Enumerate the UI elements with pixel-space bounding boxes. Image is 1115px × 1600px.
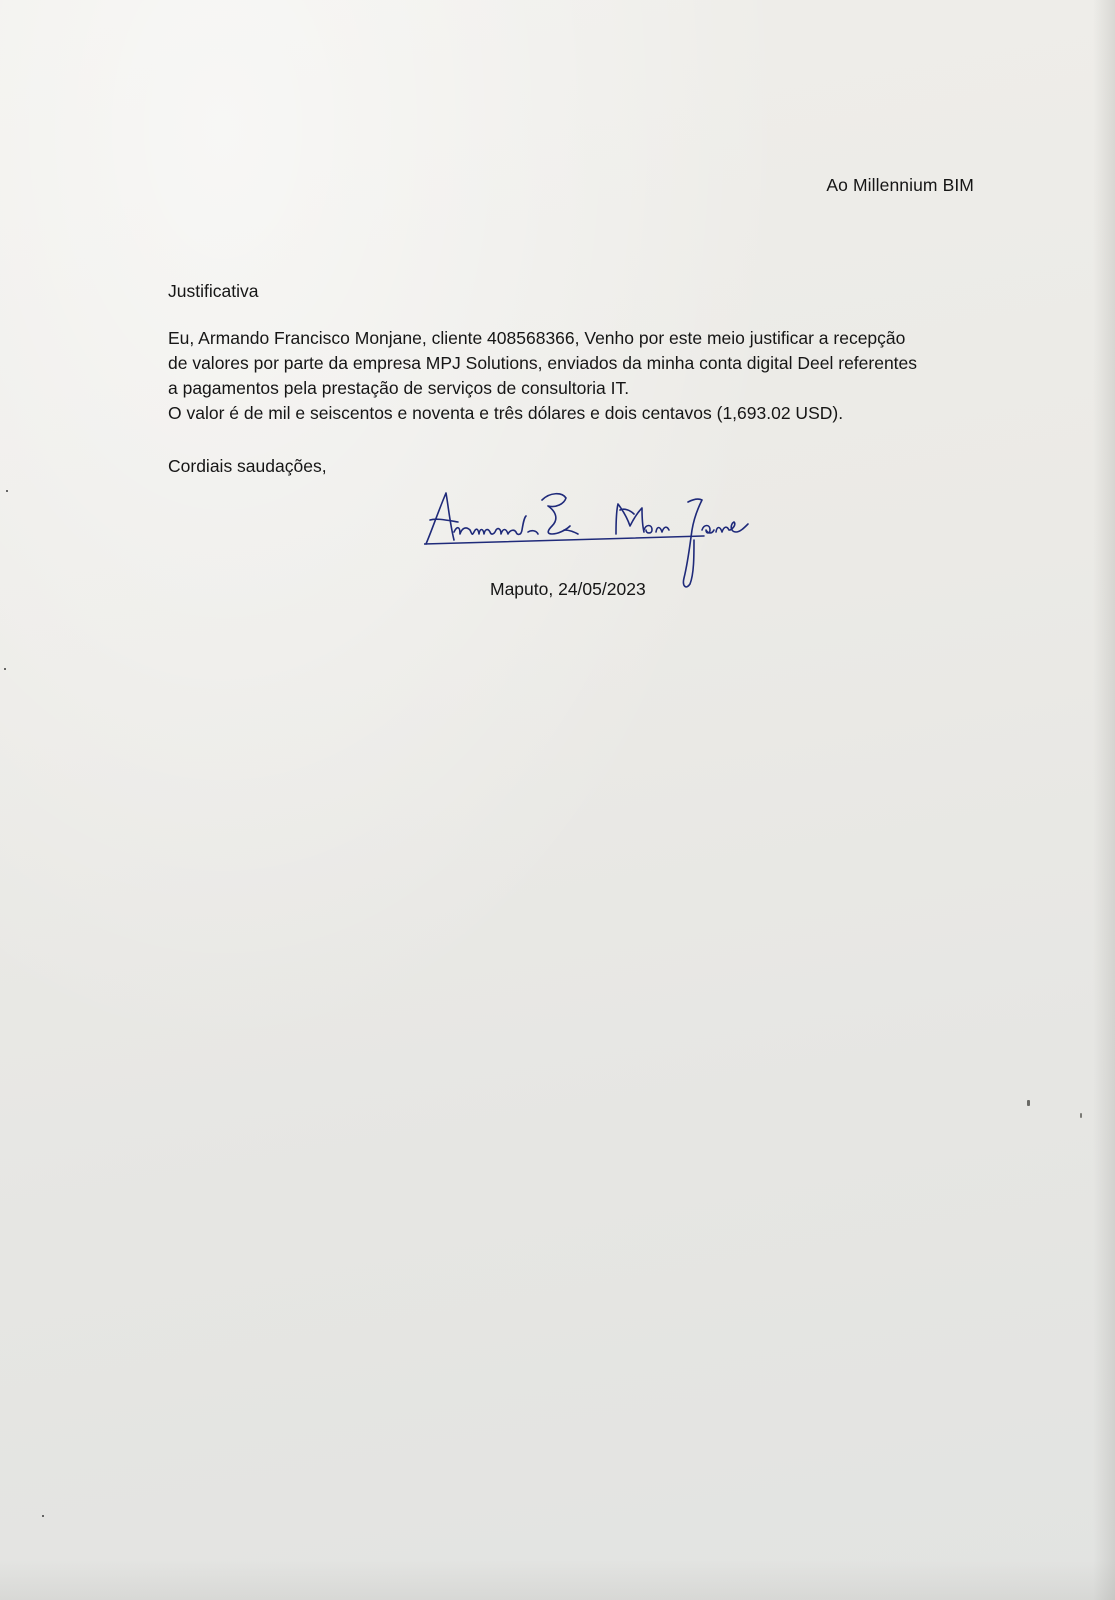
paper-speck	[1080, 1113, 1082, 1118]
letter-body	[168, 326, 988, 426]
body-line: O valor é de mil e seiscentos e noventa e três dólares e dois centavos (1,693.02 USD).	[168, 403, 844, 423]
paper-speck	[1027, 1100, 1030, 1106]
recipient-line: Ao Millennium BIM	[826, 175, 974, 195]
place-date: Maputo, 24/05/2023	[490, 579, 646, 599]
paper-speck	[42, 1515, 44, 1517]
paper-speck	[6, 490, 8, 492]
page-bottom-shadow	[0, 1560, 1115, 1600]
body-line: de valores por parte da empresa MPJ Solutions, enviados da minha conta digital Deel referentes	[168, 353, 918, 373]
body-line: Eu, Armando Francisco Monjane, cliente 408568366, Venho por este meio justificar a recepção	[168, 328, 906, 348]
page-edge-shadow	[1093, 0, 1115, 1600]
subject-heading: Justificativa	[168, 281, 259, 301]
paper-speck	[4, 668, 6, 670]
closing-salutation: Cordiais saudações,	[168, 456, 327, 476]
body-line: a pagamentos pela prestação de serviços de consultoria IT.	[168, 378, 630, 398]
